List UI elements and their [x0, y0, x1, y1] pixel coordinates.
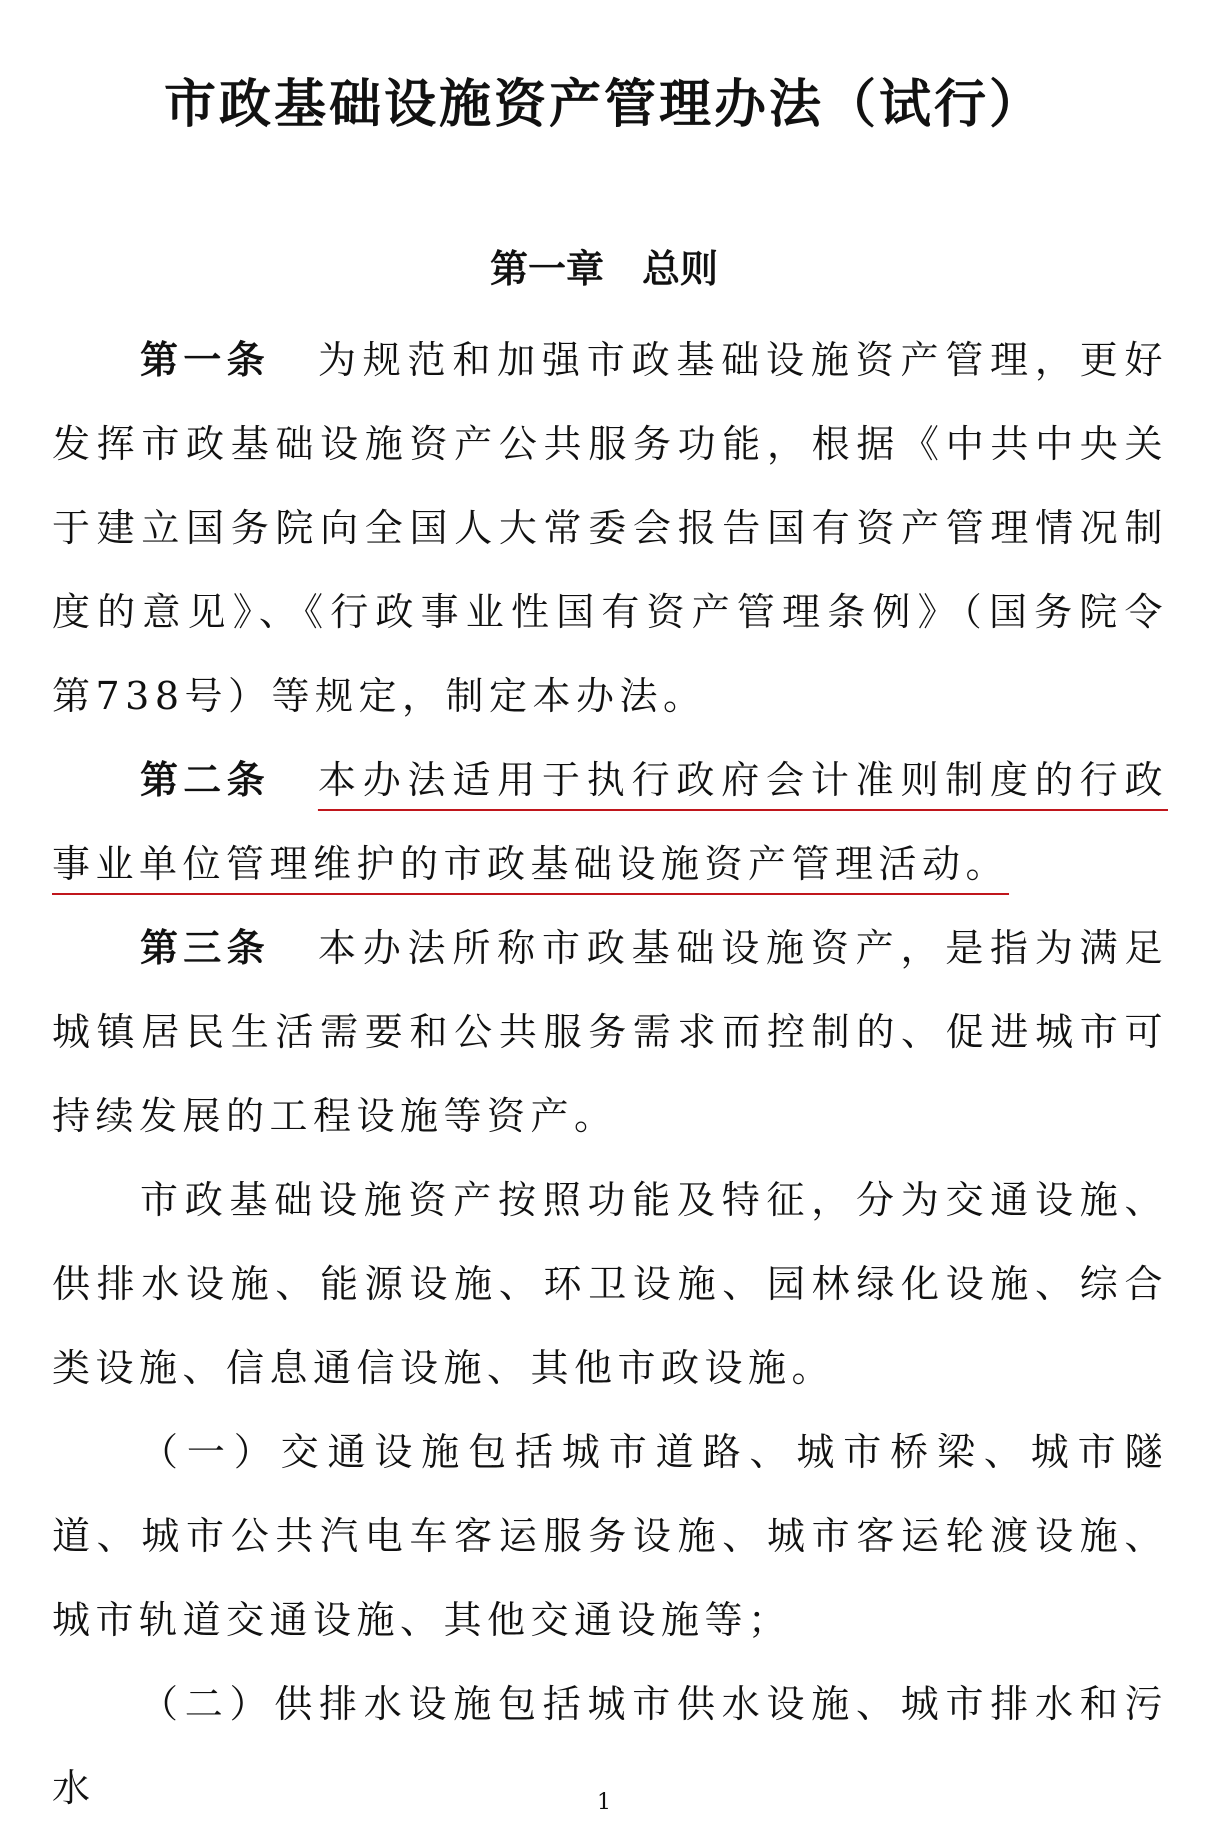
page-number: 1 [597, 1790, 611, 1815]
article-1 [52, 318, 1168, 738]
list-item: （二）供排水设施包括城市供水设施、城市排水和污水 [52, 1682, 1168, 1810]
article-label: 第三条 [140, 926, 270, 970]
list-item: （一）交通设施包括城市道路、城市桥梁、城市隧道、城市公共汽电车客运服务设施、城市客运轮渡设施、城市轨道交通设施、其他交通设施等； [52, 1430, 1168, 1642]
article-text: 为规范和加强市政基础设施资产管理，更好发挥市政基础设施资产公共服务功能，根据《中共中央关于建立国务院向全国人大常委会报告国有资产管理情况制度的意见》、《行政事业性国有资产管理条例》（国务院令第738号）等规定，制定本办法。 [52, 338, 1168, 718]
article-label: 第二条 [140, 758, 270, 802]
chapter-heading: 第一章 总则 [489, 247, 718, 291]
article-2 [52, 738, 1168, 906]
article-text: 本办法所称市政基础设施资产，是指为满足城镇居民生活需要和公共服务需求而控制的、促进城市可持续发展的工程设施等资产。 [52, 926, 1168, 1138]
body-paragraph: 市政基础设施资产按照功能及特征，分为交通设施、供排水设施、能源设施、环卫设施、园林绿化设施、综合类设施、信息通信设施、其他市政设施。 [52, 1178, 1168, 1390]
article-label: 第一条 [140, 338, 270, 382]
underlined-article-text: 本办法适用于执行政府会计准则制度的行政事业单位管理维护的市政基础设施资产管理活动。 [52, 758, 1168, 886]
article-3 [52, 906, 1168, 1158]
document-title: 市政基础设施资产管理办法（试行） [163, 75, 1044, 135]
document-body [52, 318, 1168, 1830]
